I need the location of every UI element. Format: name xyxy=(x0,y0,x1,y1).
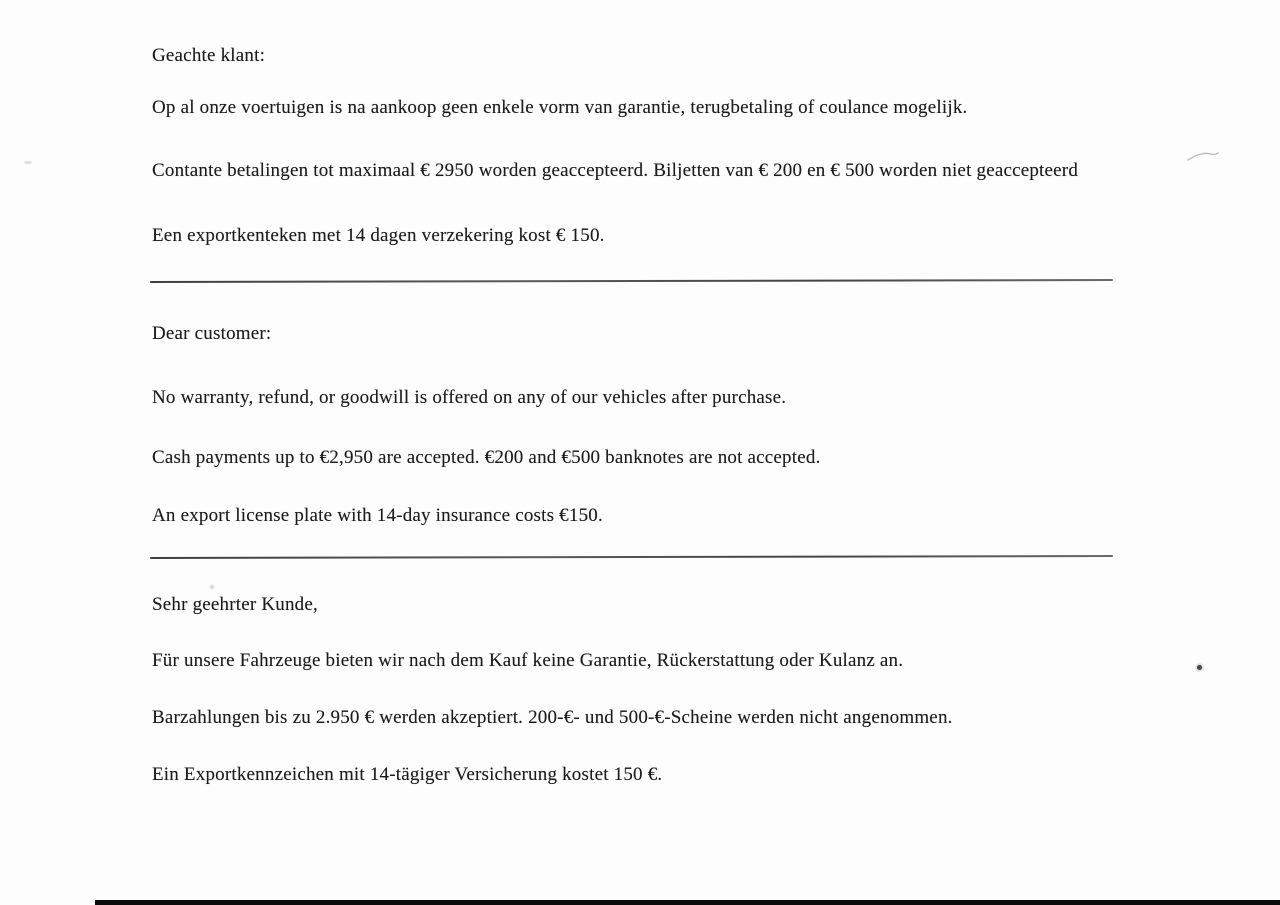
greeting-english: Dear customer: xyxy=(152,323,272,344)
greeting-german: Sehr geehrter Kunde, xyxy=(152,594,318,615)
section-divider-2 xyxy=(150,555,1113,559)
paragraph-german-export-plate: Ein Exportkennzeichen mit 14-tägiger Versicherung kostet 150 €. xyxy=(152,764,663,785)
paragraph-dutch-warranty: Op al onze voertuigen is na aankoop geen enkele vorm van garantie, terugbetaling of coulance mogelijk. xyxy=(152,97,968,118)
paragraph-german-cash: Barzahlungen bis zu 2.950 € werden akzeptiert. 200-€- und 500-€-Scheine werden nicht angenommen. xyxy=(152,707,953,728)
section-divider-1 xyxy=(150,279,1113,283)
scan-squiggle-artifact xyxy=(1186,148,1220,164)
scan-speck-dot xyxy=(1197,665,1202,670)
greeting-dutch: Geachte klant: xyxy=(152,45,266,66)
paragraph-english-export-plate: An export license plate with 14-day insurance costs €150. xyxy=(152,505,603,526)
scan-bottom-edge-shadow xyxy=(95,900,1280,905)
scan-speck-faint-mid xyxy=(210,585,214,589)
paragraph-english-warranty: No warranty, refund, or goodwill is offered on any of our vehicles after purchase. xyxy=(152,387,787,408)
scan-speck-faint-left xyxy=(24,161,32,164)
paragraph-dutch-export-plate: Een exportkenteken met 14 dagen verzekering kost € 150. xyxy=(152,225,605,246)
paragraph-dutch-cash: Contante betalingen tot maximaal € 2950 worden geaccepteerd. Biljetten van € 200 en € 500 worden niet geaccepteerd xyxy=(152,160,1079,181)
paragraph-english-cash: Cash payments up to €2,950 are accepted. €200 and €500 banknotes are not accepted. xyxy=(152,447,821,468)
paragraph-german-warranty: Für unsere Fahrzeuge bieten wir nach dem Kauf keine Garantie, Rückerstattung oder Kulanz an. xyxy=(152,650,904,671)
